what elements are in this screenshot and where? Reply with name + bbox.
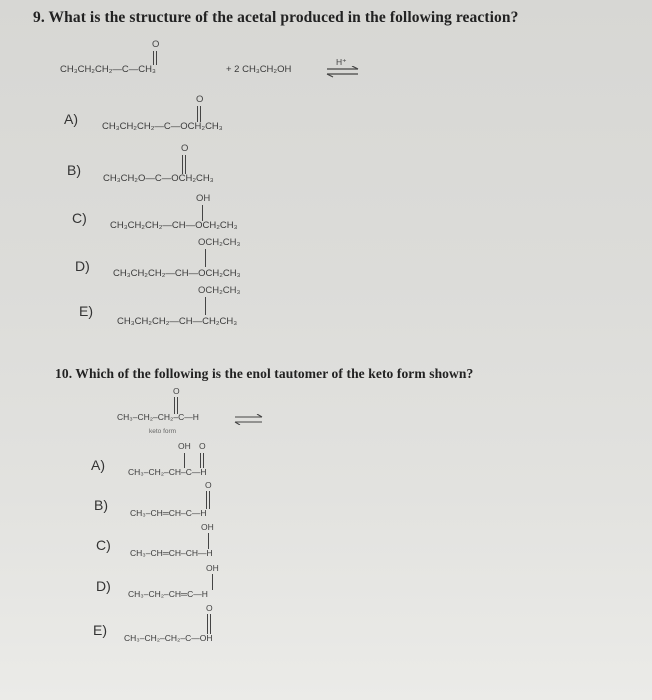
- option-formula: CH₃–CH₂–CH₂–C—OH: [124, 633, 213, 643]
- option-letter: A): [91, 457, 105, 473]
- option-letter: E): [79, 303, 93, 319]
- hydroxyl-label: OH: [206, 563, 219, 573]
- carbonyl-oxygen-label: O: [173, 386, 180, 396]
- option-letter: D): [75, 258, 90, 274]
- reactant-ketone-formula: CH₃CH₂CH₂—C—CH₃: [60, 64, 156, 75]
- option-letter: B): [94, 497, 108, 513]
- carbonyl-double-bond: [206, 491, 210, 509]
- option-letter: B): [67, 162, 81, 178]
- single-bond: [208, 533, 209, 549]
- single-bond: [205, 297, 206, 315]
- keto-caption: keto form: [149, 428, 177, 435]
- single-bond: [202, 205, 203, 221]
- equilibrium-arrows-icon: [326, 66, 360, 78]
- hydroxyl-label: OH: [201, 522, 214, 532]
- carbonyl-double-bond: [200, 453, 204, 468]
- option-letter: C): [72, 210, 87, 226]
- catalyst-label: H⁺: [336, 57, 347, 67]
- keto-formula: CH₃–CH₂–CH₂–C—H: [117, 412, 199, 422]
- carbonyl-oxygen-label: O: [199, 441, 206, 451]
- single-bond: [184, 453, 185, 468]
- carbonyl-double-bond: [207, 614, 211, 634]
- question-9-text: 9. What is the structure of the acetal produced in the following reaction?: [33, 9, 519, 26]
- carbonyl-double-bond: [153, 51, 157, 65]
- ethoxy-label: OCH₂CH₃: [198, 285, 241, 296]
- option-formula: CH₃–CH₂–CH═C—H: [128, 589, 208, 599]
- equilibrium-arrows-icon: [234, 414, 264, 425]
- carbonyl-double-bond: [197, 106, 201, 122]
- option-letter: E): [93, 622, 107, 638]
- carbonyl-oxygen-label: O: [181, 143, 189, 154]
- option-letter: D): [96, 578, 111, 594]
- carbonyl-double-bond: [182, 155, 186, 174]
- option-formula: CH₃CH₂CH₂—CH—OCH₂CH₃: [113, 268, 241, 279]
- option-formula: CH₃CH₂O—C—OCH₂CH₃: [103, 173, 214, 184]
- single-bond: [212, 574, 213, 590]
- single-bond: [205, 249, 206, 267]
- carbonyl-oxygen-label: O: [152, 39, 160, 50]
- option-formula: CH₃CH₂CH₂—CH—OCH₂CH₃: [110, 220, 238, 231]
- carbonyl-oxygen-label: O: [206, 603, 213, 613]
- option-formula: CH₃–CH₂–CH–C—H: [128, 467, 207, 477]
- option-formula: CH₃CH₂CH₂—CH—CH₂CH₃: [117, 316, 238, 327]
- option-formula: CH₃CH₂CH₂—C—OCH₂CH₃: [102, 121, 223, 132]
- hydroxyl-label: OH: [196, 193, 211, 204]
- option-formula: CH₃–CH═CH–CH—H: [130, 548, 213, 558]
- carbonyl-oxygen-label: O: [205, 480, 212, 490]
- option-letter: A): [64, 111, 78, 127]
- reagent-ethanol: + 2 CH₃CH₂OH: [226, 64, 292, 75]
- carbonyl-oxygen-label: O: [196, 94, 204, 105]
- option-formula: CH₃–CH═CH–C—H: [130, 508, 207, 518]
- question-10-text: 10. Which of the following is the enol tautomer of the keto form shown?: [55, 366, 474, 381]
- hydroxyl-label: OH: [178, 441, 191, 451]
- ethoxy-label: OCH₂CH₃: [198, 237, 241, 248]
- option-letter: C): [96, 537, 111, 553]
